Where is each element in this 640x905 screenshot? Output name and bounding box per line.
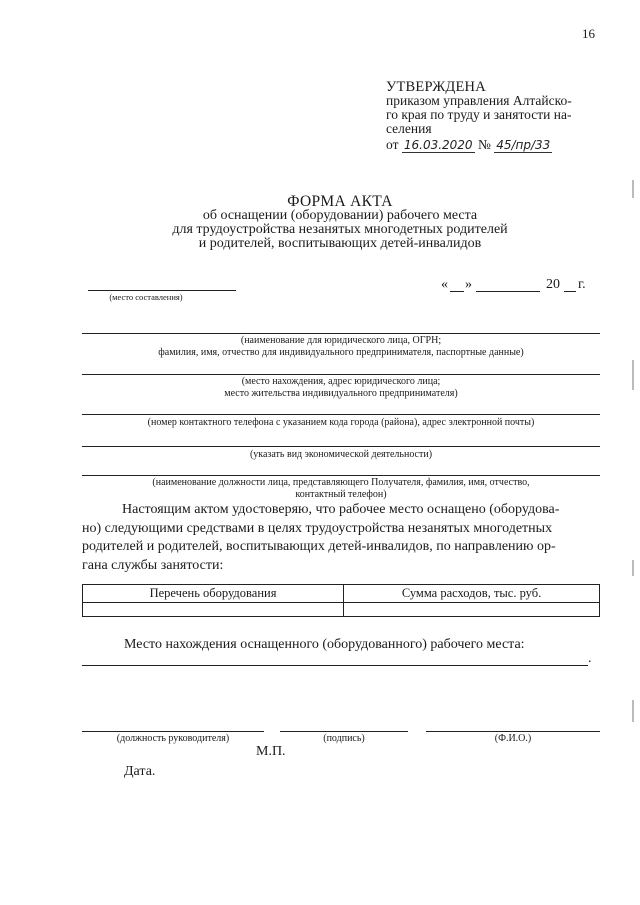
approval-line1: приказом управления Алтайско- — [386, 93, 572, 108]
handwritten-date: 16.03.2020 — [403, 138, 473, 152]
body-line2: но) следующими средствами в целях трудоустройства незанятых многодетных — [82, 520, 553, 536]
table-row — [83, 603, 600, 617]
activity-caption: (указать вид экономической деятельности) — [249, 449, 433, 460]
approval-line3: селения — [386, 121, 432, 136]
title-line4: и родителей, воспитывающих детей-инвалидов — [198, 236, 482, 251]
full-name-caption: (Ф.И.О.) — [494, 733, 532, 744]
column-expense-sum: Сумма расходов, тыс. руб. — [344, 585, 600, 603]
title-line2: об оснащении (оборудовании) рабочего места — [202, 208, 478, 223]
equipment-table — [82, 584, 600, 617]
date-year-line — [564, 291, 576, 292]
org-caption-2: фамилия, имя, отчество для индивидуального предпринимателя, паспортные данные) — [158, 347, 524, 358]
column-equipment-list: Перечень оборудования — [83, 585, 344, 603]
approval-heading: УТВЕРЖДЕНА — [386, 79, 486, 95]
representative-caption-1: (наименование должности лица, представляющего Получателя, фамилия, имя, отчество, — [152, 477, 530, 488]
approval-date-line — [386, 138, 600, 152]
equipment-cell[interactable] — [83, 603, 344, 617]
address-line — [82, 374, 600, 375]
approval-line2: го края по труду и занятости на- — [386, 107, 572, 122]
phone-caption: (номер контактного телефона с указанием кода города (района), адрес электронной почты) — [147, 417, 535, 428]
phone-line — [82, 414, 600, 415]
date-day-line — [450, 291, 464, 292]
position-caption: (должность руководителя) — [116, 733, 230, 744]
title-line3: для трудоустройства незанятых многодетных родителей — [172, 222, 508, 237]
location-period: . — [588, 651, 592, 666]
scan-mark — [632, 180, 634, 198]
representative-line — [82, 475, 600, 476]
date-month-line — [476, 291, 540, 292]
body-line3: родителей и родителей, воспитывающих детей-инвалидов, по направлению ор- — [82, 539, 556, 554]
org-caption-1: (наименование для юридического лица, ОГРН; — [240, 335, 442, 346]
body-line4: гана службы занятости: — [82, 557, 224, 573]
position-line — [82, 731, 264, 732]
workplace-location-line — [82, 665, 588, 666]
title-line1: ФОРМА АКТА — [287, 193, 393, 210]
signature-line — [280, 731, 408, 732]
scan-mark — [632, 360, 634, 390]
form-title — [100, 195, 580, 251]
date-year-prefix: 20 — [546, 277, 560, 292]
stamp-label: М.П. — [256, 744, 286, 759]
scan-mark — [632, 560, 634, 576]
handwritten-number: 45/пр/33 — [496, 138, 551, 152]
certification-paragraph — [82, 501, 600, 575]
date-prefix: от — [386, 137, 399, 152]
equipment-table-header — [83, 585, 600, 603]
signature-caption: (подпись) — [323, 733, 365, 744]
scan-mark — [632, 700, 634, 722]
number-sign: № — [477, 137, 491, 152]
body-line1: Настоящим актом удостоверяю, что рабочее место оснащено (оборудова- — [122, 502, 560, 517]
date-label: Дата. — [124, 764, 156, 779]
representative-caption-2: контактный телефон) — [295, 489, 387, 500]
address-caption-2: место жительства индивидуального предпринимателя) — [224, 388, 458, 399]
date-open-quote: « — [441, 277, 448, 292]
approval-block — [386, 80, 600, 152]
activity-line — [82, 446, 600, 447]
org-line — [82, 333, 600, 334]
full-name-line — [426, 731, 600, 732]
expense-cell[interactable] — [344, 603, 600, 617]
date-year-suffix: г. — [578, 277, 586, 292]
date-close-quote: » — [465, 277, 472, 292]
place-caption: (место составления) — [109, 292, 183, 302]
workplace-location-label: Место нахождения оснащенного (оборудованного) рабочего места: — [124, 637, 525, 652]
page-number: 16 — [582, 26, 595, 41]
address-caption-1: (место нахождения, адрес юридического лица; — [241, 376, 441, 387]
